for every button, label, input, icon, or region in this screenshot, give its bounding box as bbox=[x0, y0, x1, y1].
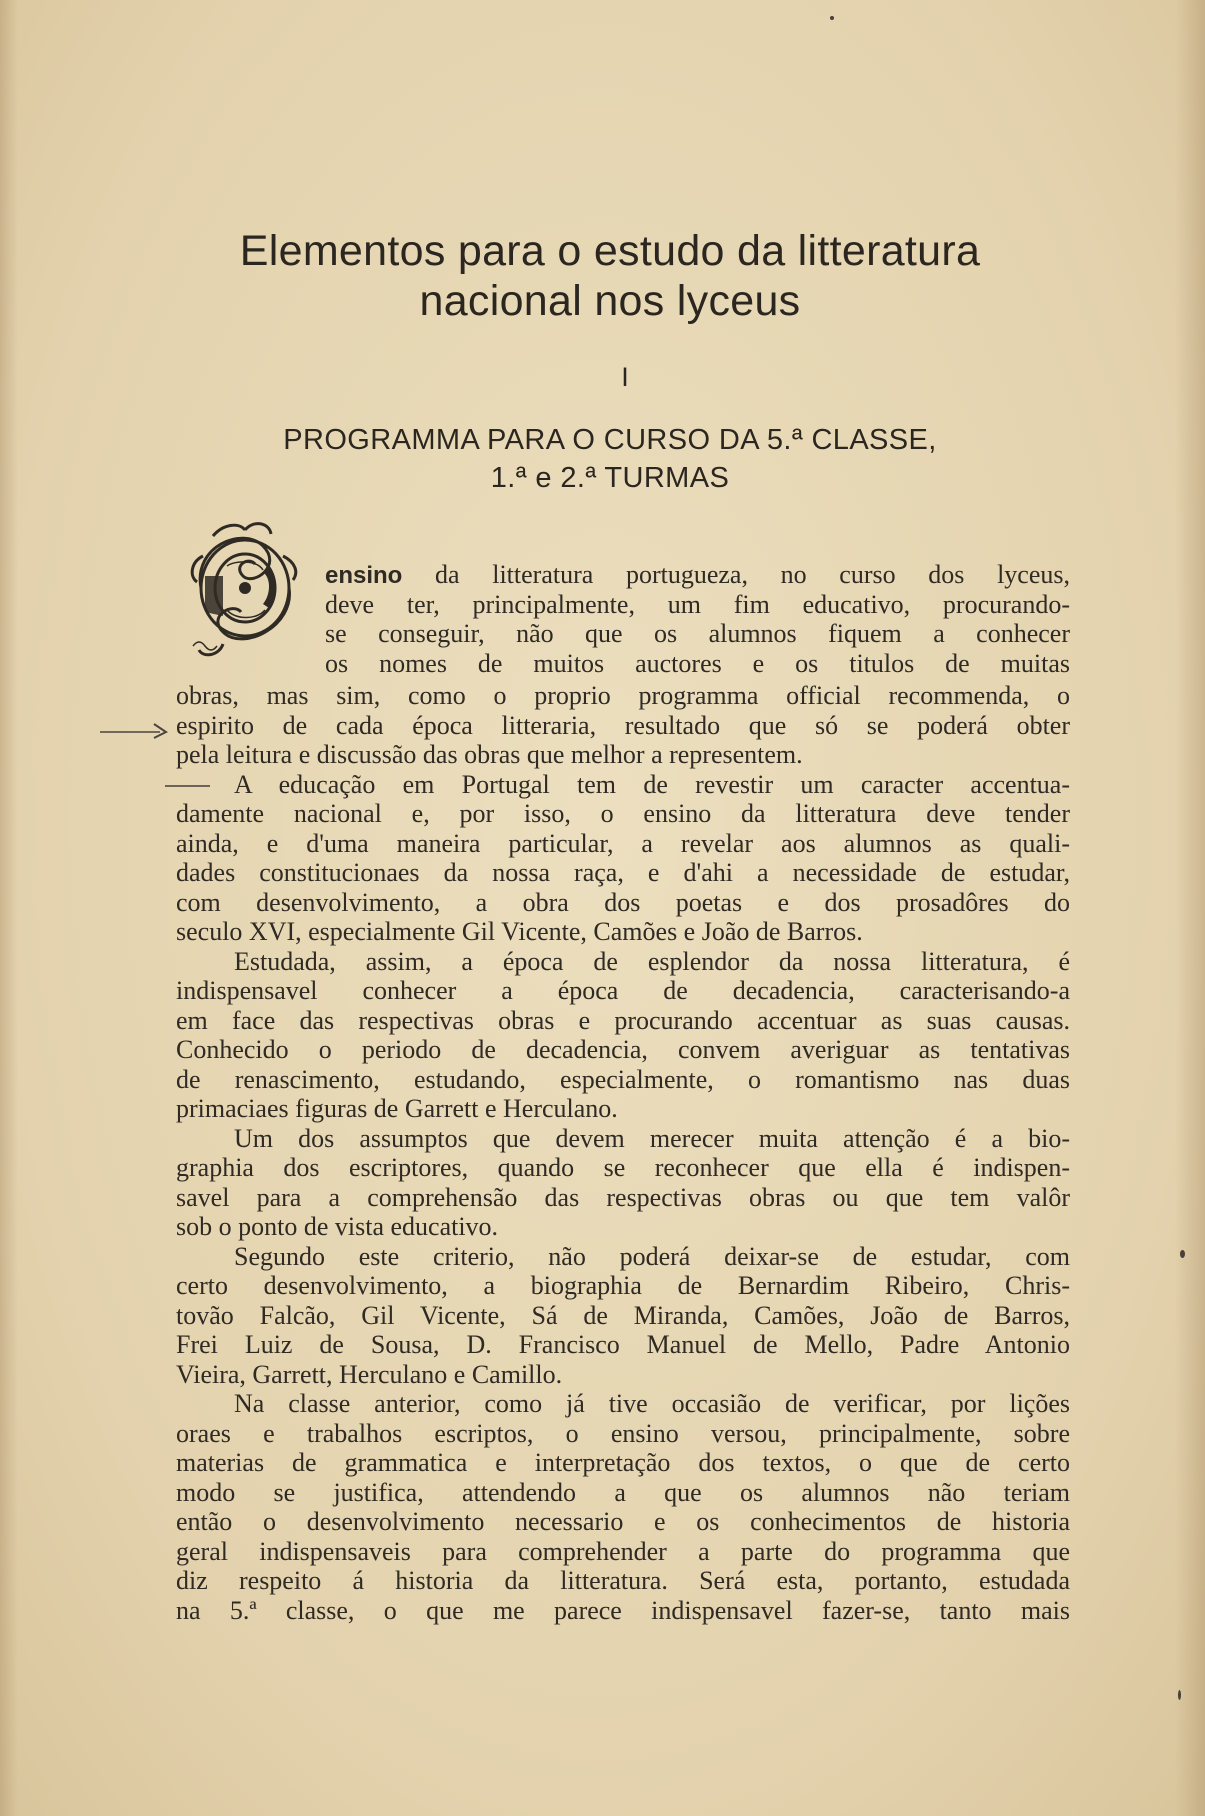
section-number: I bbox=[621, 362, 629, 392]
text-line: espirito de cada época litteraria, resultado que só se poderá obter bbox=[176, 710, 1070, 740]
text-line: Um dos assumptos que devem merecer muita attenção é a bio- bbox=[234, 1123, 1070, 1153]
ornamental-initial-o-icon bbox=[183, 516, 303, 666]
text-line: primaciaes figuras de Garrett e Herculano. bbox=[176, 1094, 618, 1123]
text-line: dades constitucionaes da nossa raça, e d'ahi a necessidade de estudar, bbox=[176, 858, 1070, 887]
text-line: ainda, e d'uma maneira particular, a revelar aos alumnos as quali- bbox=[176, 828, 1070, 858]
text-line: certo desenvolvimento, a biographia de Bernardim Ribeiro, Chris- bbox=[176, 1271, 1070, 1300]
text-line: se conseguir, não que os alumnos fiquem a conhecer bbox=[325, 619, 1070, 648]
ink-speck bbox=[830, 16, 834, 20]
text-line: na 5.ª classe, o que me parece indispensavel fazer-se, tanto mais bbox=[176, 1595, 1070, 1625]
text-line: materias de grammatica e interpretação dos textos, o que de certo bbox=[176, 1448, 1070, 1477]
text-line: ensino da litteratura portugueza, no curso dos lyceus, bbox=[325, 560, 1070, 589]
text-line: modo se justifica, attendendo a que os alumnos não teriam bbox=[176, 1477, 1070, 1507]
page-title-line-1: Elementos para o estudo da litteratura bbox=[239, 227, 981, 275]
text-line: em face das respectivas obras e procurando accentuar as suas causas. bbox=[176, 1005, 1070, 1035]
text-line: sob o ponto de vista educativo. bbox=[176, 1212, 499, 1241]
text-line: obras, mas sim, como o proprio programma official recommenda, o bbox=[176, 681, 1070, 710]
text-line: Estudada, assim, a época de esplendor da nossa litteratura, é bbox=[234, 946, 1070, 976]
text-line: pela leitura e discussão das obras que melhor a representem. bbox=[176, 740, 803, 769]
margin-dash-mark bbox=[165, 785, 210, 787]
body-text bbox=[176, 681, 1070, 1625]
ink-speck bbox=[1178, 1690, 1181, 1700]
text-line: Segundo este criterio, não poderá deixar-se de estudar, com bbox=[234, 1241, 1070, 1271]
text-line: diz respeito á historia da litteratura. Será esta, portanto, estudada bbox=[176, 1566, 1070, 1595]
text-line: Frei Luiz de Sousa, D. Francisco Manuel de Mello, Padre Antonio bbox=[176, 1330, 1070, 1359]
text-line: Conhecido o periodo de decadencia, convem averiguar as tentativas bbox=[176, 1035, 1070, 1064]
text-line: de renascimento, estudando, especialmente, o romantismo nas duas bbox=[176, 1064, 1070, 1094]
text-line: deve ter, principalmente, um fim educativo, procurando- bbox=[325, 589, 1070, 619]
margin-arrow-mark-icon bbox=[100, 720, 180, 740]
page-title-line-2: nacional nos lyceus bbox=[419, 277, 801, 325]
text-line: graphia dos escriptores, quando se reconhecer que ella é indispen- bbox=[176, 1153, 1070, 1182]
page-edge-shadow bbox=[0, 0, 18, 1816]
text-line: A educação em Portugal tem de revestir um caracter accentua- bbox=[234, 769, 1070, 799]
text-line: geral indispensaveis para comprehender a parte do programma que bbox=[176, 1536, 1070, 1566]
page-edge-shadow bbox=[1175, 0, 1205, 1816]
text-line: oraes e trabalhos escriptos, o ensino versou, principalmente, sobre bbox=[176, 1418, 1070, 1448]
first-paragraph-opening bbox=[325, 560, 1070, 678]
text-line: com desenvolvimento, a obra dos poetas e dos prosadôres do bbox=[176, 887, 1070, 917]
subtitle-line-2: 1.ª e 2.ª TURMAS bbox=[490, 462, 730, 494]
text-line: tovão Falcão, Gil Vicente, Sá de Miranda, Camões, João de Barros, bbox=[176, 1300, 1070, 1330]
lead-word: ensino bbox=[325, 562, 403, 589]
text-line: indispensavel conhecer a época de decadencia, caracterisando-a bbox=[176, 976, 1070, 1005]
text-line: então o desenvolvimento necessario e os conhecimentos de historia bbox=[176, 1507, 1070, 1536]
text-line: seculo XVI, especialmente Gil Vicente, Camões e João de Barros. bbox=[176, 917, 863, 946]
text-line: os nomes de muitos auctores e os titulos de muitas bbox=[325, 648, 1070, 678]
text-line: savel para a comprehensão das respectivas obras ou que tem valôr bbox=[176, 1182, 1070, 1212]
text-line: Vieira, Garrett, Herculano e Camillo. bbox=[176, 1359, 563, 1389]
subtitle-line-1: PROGRAMMA PARA O CURSO DA 5.ª CLASSE, bbox=[283, 424, 937, 456]
text-line: Na classe anterior, como já tive occasião de verificar, por lições bbox=[234, 1389, 1070, 1418]
text-line: damente nacional e, por isso, o ensino da litteratura deve tender bbox=[176, 799, 1070, 828]
ink-speck bbox=[1180, 1250, 1185, 1258]
